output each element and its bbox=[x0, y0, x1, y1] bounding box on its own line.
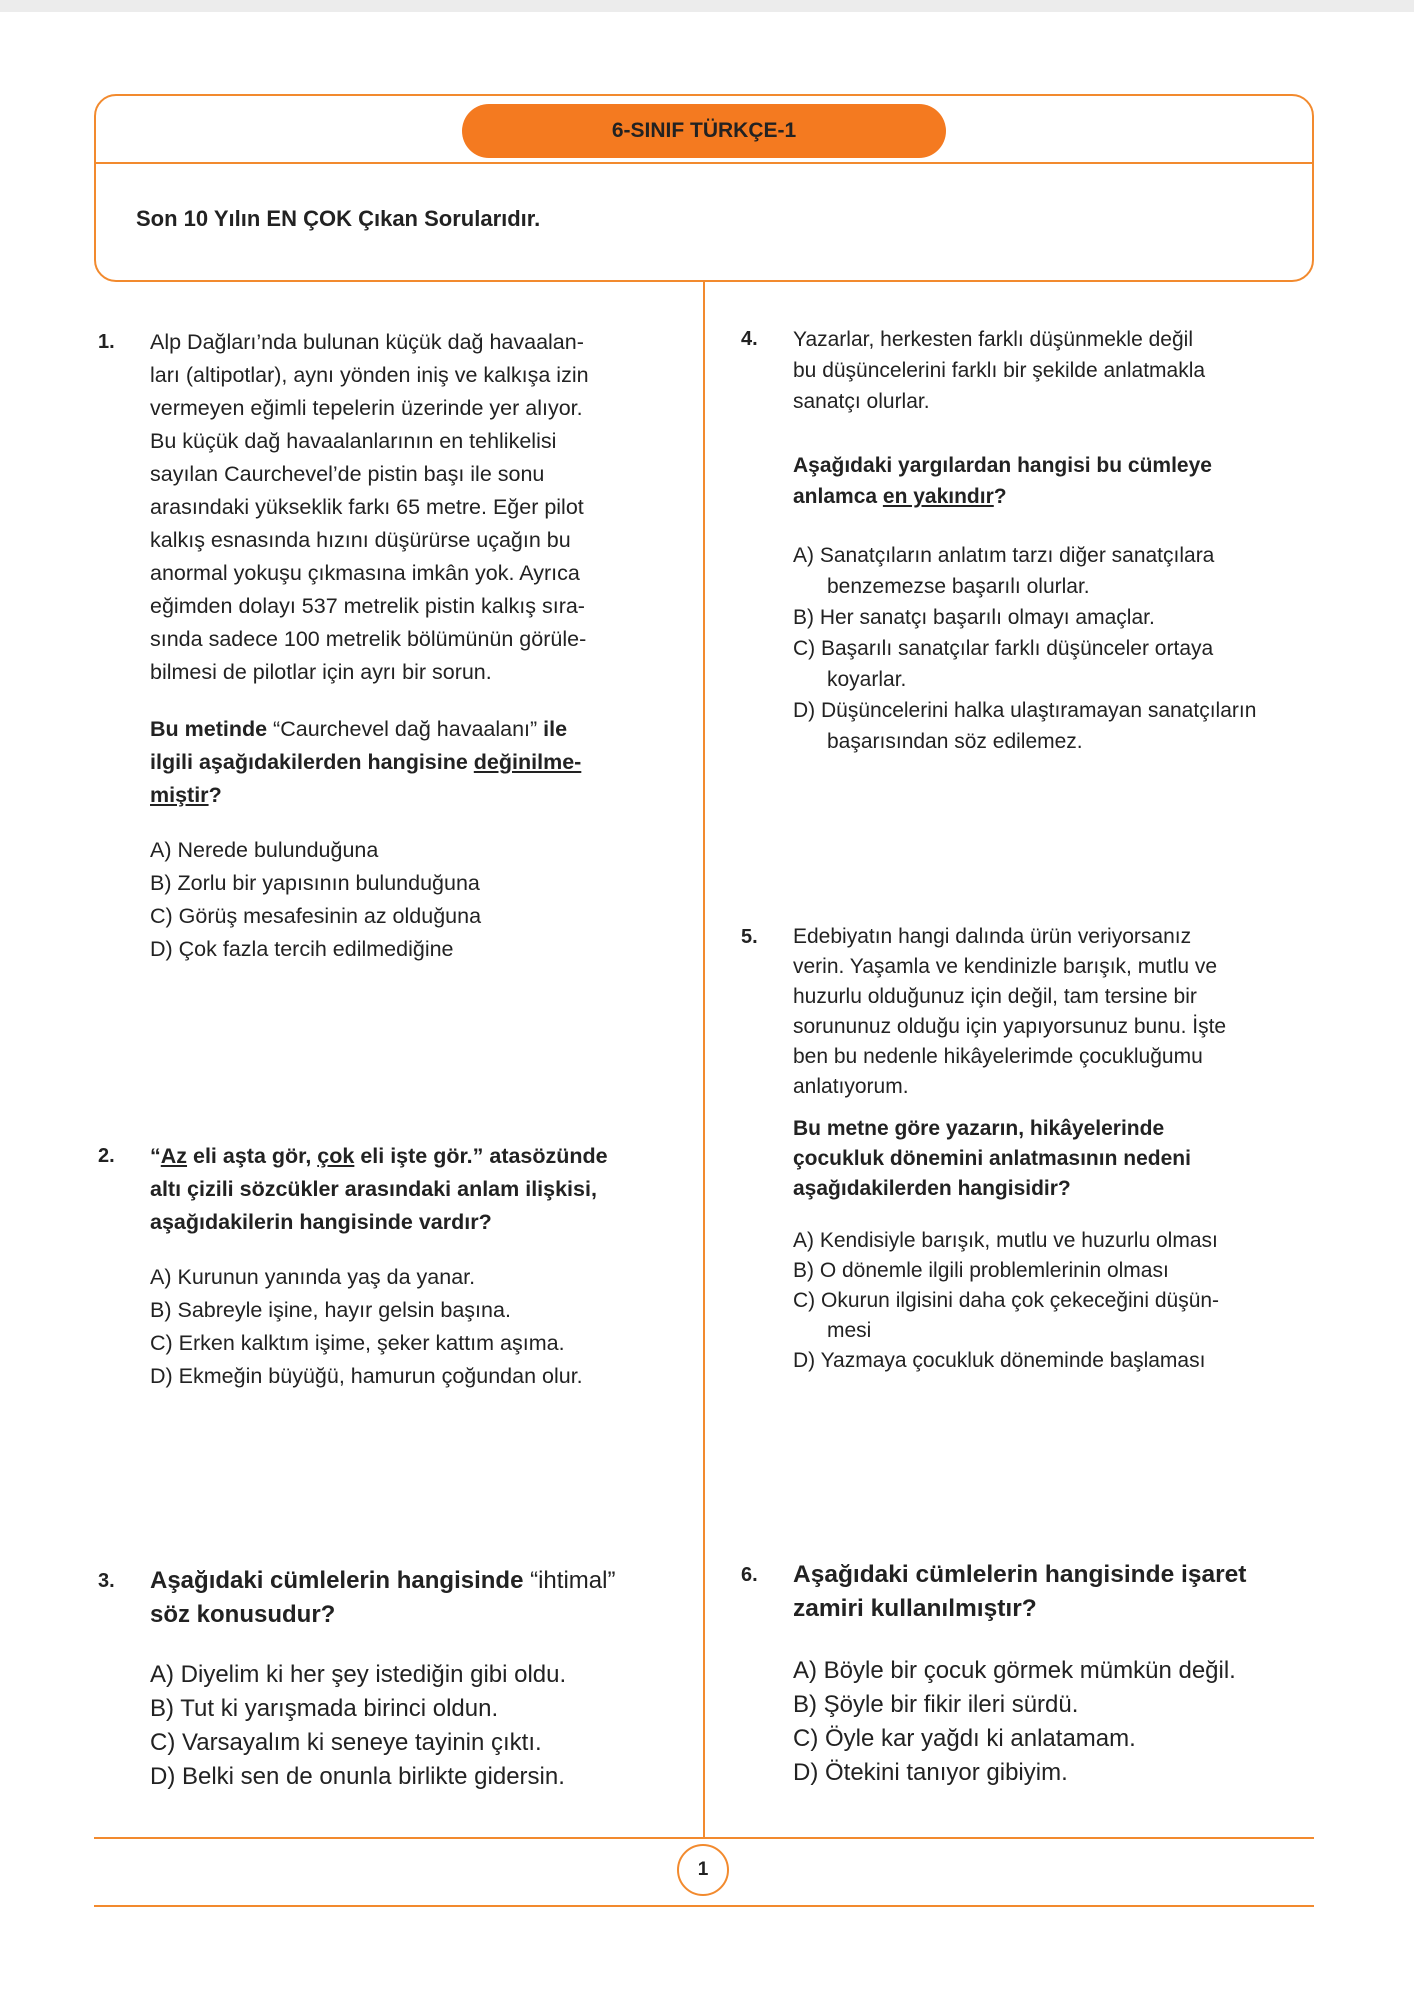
question-text: Aşağıdaki yargılardan hangisi bu cümleye anlamca en yakındır? bbox=[793, 454, 1212, 508]
options bbox=[150, 834, 690, 966]
passage-line: sında sadece 100 metrelik bölümünün görüle- bbox=[150, 627, 587, 651]
header-divider bbox=[96, 162, 1312, 164]
passage-line: verin. Yaşamla ve kendinizle barışık, mutlu ve bbox=[793, 955, 1218, 978]
question-number: 4. bbox=[741, 328, 758, 350]
options bbox=[793, 540, 1308, 757]
passage-line: Bu küçük dağ havaalanlarının en tehlikelisi bbox=[150, 429, 557, 453]
header-box bbox=[94, 94, 1314, 282]
option-c: C) Görüş mesafesinin az olduğuna bbox=[150, 904, 482, 928]
question-text: Aşağıdaki cümlelerin hangisinde “ihtimal” söz konusudur? bbox=[150, 1567, 616, 1628]
option-a: A) Böyle bir çocuk görmek mümkün değil. bbox=[793, 1657, 1236, 1684]
page-title: 6-SINIF TÜRKÇE-1 bbox=[462, 104, 946, 158]
option-d: D) Ekmeğin büyüğü, hamurun çoğundan olur. bbox=[150, 1364, 583, 1388]
passage-line: sanatçı olurlar. bbox=[793, 390, 930, 413]
option-a: A) Diyelim ki her şey istediğin gibi oldu. bbox=[150, 1661, 567, 1688]
passage-line: bu düşüncelerini farklı bir şekilde anlatmakla bbox=[793, 359, 1206, 382]
passage-line: bilmesi de pilotlar için ayrı bir sorun. bbox=[150, 660, 492, 684]
passage-line: huzurlu olduğunuz için değil, tam tersine bir bbox=[793, 985, 1197, 1008]
option-d: D) Yazmaya çocukluk döneminde başlaması bbox=[793, 1349, 1206, 1372]
question-text: Bu metne göre yazarın, hikâyelerinde çocukluk dönemini anlatmasının nedeni aşağıdakilerden hangisidir? bbox=[793, 1117, 1191, 1200]
footer-line-bottom bbox=[94, 1905, 1314, 1907]
option-d: D) Düşüncelerini halka ulaştıramayan sanatçıların başarısından söz edilemez. bbox=[793, 699, 1257, 753]
option-a: A) Kurunun yanında yaş da yanar. bbox=[150, 1265, 476, 1289]
option-c: C) Varsayalım ki seneye tayinin çıktı. bbox=[150, 1729, 542, 1756]
option-d: D) Çok fazla tercih edilmediğine bbox=[150, 937, 454, 961]
passage bbox=[793, 324, 1308, 417]
question-text: Aşağıdaki cümlelerin hangisinde işaret zamiri kullanılmıştır? bbox=[793, 1561, 1247, 1622]
passage-line: ben bu nedenle hikâyelerimde çocukluğumu bbox=[793, 1045, 1203, 1068]
question-number: 2. bbox=[98, 1145, 115, 1167]
column-divider bbox=[703, 282, 705, 1838]
passage-line: ları (altipotlar), aynı yönden iniş ve kalkışa izin bbox=[150, 363, 589, 387]
option-c: C) Okurun ilgisini daha çok çekeceğini düşün- mesi bbox=[793, 1289, 1220, 1342]
passage-line: anlatıyorum. bbox=[793, 1075, 909, 1098]
passage-line: sayılan Caurchevel’de pistin başı ile sonu bbox=[150, 462, 545, 486]
options bbox=[793, 1226, 1308, 1376]
question-text: Bu metinde “Caurchevel dağ havaalanı” ile ilgili aşağıdakilerden hangisine değinilme- miştir? bbox=[150, 717, 582, 807]
option-d: D) Belki sen de onunla birlikte gidersin. bbox=[150, 1763, 565, 1790]
option-b: B) Tut ki yarışmada birinci oldun. bbox=[150, 1695, 499, 1722]
option-a: A) Nerede bulunduğuna bbox=[150, 838, 379, 862]
passage-line: vermeyen eğimli tepelerin üzerinde yer alıyor. bbox=[150, 396, 583, 420]
options bbox=[150, 1658, 695, 1794]
option-b: B) Sabreyle işine, hayır gelsin başına. bbox=[150, 1298, 511, 1322]
passage-line: Alp Dağları’nda bulunan küçük dağ havaalan- bbox=[150, 330, 584, 354]
option-a: A) Sanatçıların anlatım tarzı diğer sanatçılara benzemezse başarılı olurlar. bbox=[793, 544, 1215, 598]
footer-line-top bbox=[94, 1837, 1314, 1839]
option-a: A) Kendisiyle barışık, mutlu ve huzurlu olması bbox=[793, 1229, 1218, 1252]
options bbox=[793, 1654, 1308, 1790]
passage-line: eğimden dolayı 537 metrelik pistin kalkış sıra- bbox=[150, 594, 585, 618]
option-c: C) Öyle kar yağdı ki anlatamam. bbox=[793, 1725, 1136, 1752]
question-2 bbox=[98, 1140, 695, 1393]
passage-line: arasındaki yükseklik farkı 65 metre. Eğer pilot bbox=[150, 495, 584, 519]
page-number: 1 bbox=[677, 1844, 729, 1896]
passage-line: Edebiyatın hangi dalında ürün veriyorsanız bbox=[793, 925, 1192, 948]
question-5 bbox=[741, 922, 1308, 1376]
passage-line: Yazarlar, herkesten farklı düşünmekle değil bbox=[793, 328, 1193, 351]
option-b: B) Her sanatçı başarılı olmayı amaçlar. bbox=[793, 606, 1155, 629]
passage-line: sorununuz olduğu için yapıyorsunuz bunu. İşte bbox=[793, 1015, 1227, 1038]
question-4 bbox=[741, 324, 1308, 757]
passage-line: anormal yokuşu çıkmasına imkân yok. Ayrıca bbox=[150, 561, 580, 585]
question-number: 6. bbox=[741, 1564, 758, 1586]
passage-line: kalkış esnasında hızını düşürürse uçağın bu bbox=[150, 528, 571, 552]
option-c: C) Erken kalktım işime, şeker kattım aşıma. bbox=[150, 1331, 565, 1355]
question-1 bbox=[98, 326, 690, 966]
passage bbox=[150, 326, 690, 689]
option-b: B) Zorlu bir yapısının bulunduğuna bbox=[150, 871, 480, 895]
question-number: 1. bbox=[98, 331, 115, 353]
question-number: 3. bbox=[98, 1570, 115, 1592]
option-b: B) Şöyle bir fikir ileri sürdü. bbox=[793, 1691, 1079, 1718]
question-number: 5. bbox=[741, 926, 758, 948]
option-d: D) Ötekini tanıyor gibiyim. bbox=[793, 1759, 1068, 1786]
top-strip bbox=[0, 0, 1414, 12]
option-c: C) Başarılı sanatçılar farklı düşünceler ortaya koyarlar. bbox=[793, 637, 1214, 691]
header-subtitle: Son 10 Yılın EN ÇOK Çıkan Sorularıdır. bbox=[136, 206, 541, 231]
question-3 bbox=[98, 1564, 695, 1794]
passage bbox=[793, 922, 1308, 1102]
question-6 bbox=[741, 1558, 1308, 1790]
question-text: “Az eli aşta gör, çok eli işte gör.” atasözünde altı çizili sözcükler arasındaki anlam ilişkisi, aşağıdakilerin hangisinde vardır? bbox=[150, 1144, 608, 1234]
option-b: B) O dönemle ilgili problemlerinin olması bbox=[793, 1259, 1169, 1282]
options bbox=[150, 1261, 695, 1393]
